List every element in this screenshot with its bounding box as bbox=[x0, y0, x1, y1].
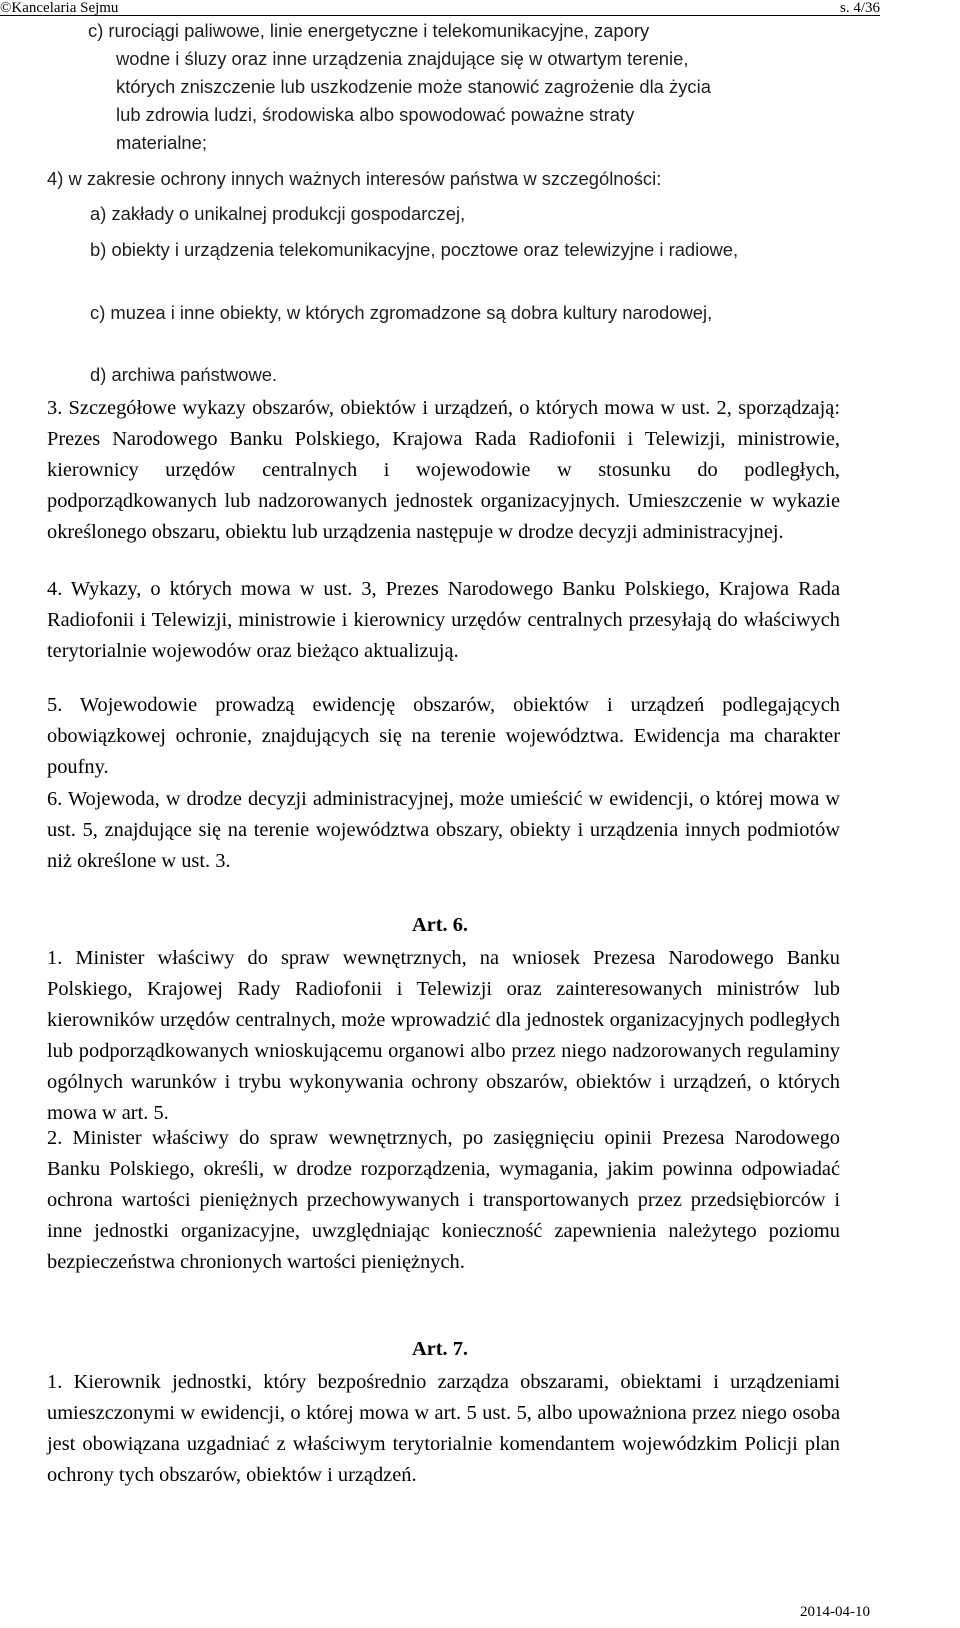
item-b: b) obiekty i urządzenia telekomunikacyjne, pocztowe oraz telewizyjne i radiowe, bbox=[90, 239, 739, 260]
copyright-label: ©Kancelaria Sejmu bbox=[0, 0, 119, 16]
page-number: s. 4/36 bbox=[839, 0, 880, 16]
section-4: 4. Wykazy, o których mowa w ust. 3, Prezes Narodowego Banku Polskiego, Krajowa Rada Radiofonii i Telewizji, ministrowie i kierownicy urzędów centralnych przesyłają do właściwych terytorialnie wojewodów oraz bieżąco aktualizują. bbox=[47, 578, 840, 662]
section-3: 3. Szczegółowe wykazy obszarów, obiektów i urządzeń, o których mowa w ust. 2, sporządzają: Prezes Narodowego Banku Polskiego, Krajowa Rada Radiofonii i Telewizji, ministrowie, kierownicy urzędów centralnych i wojewodowie w stosunku do podległych, podporządkowanych lub nadzorowanych jednostek organizacyjnych. Umieszczenie w wykazie określonego obszaru, obiektu lub urządzenia następuje w drodze decyzji administracyjnej. bbox=[47, 397, 840, 543]
item-c-line: których zniszczenie lub uszkodzenie może stanowić zagrożenie dla życia bbox=[116, 76, 711, 97]
article-7-title: Art. 7. bbox=[411, 1338, 469, 1360]
item-c-infrastructure bbox=[88, 17, 848, 157]
item-c-line: c) rurociągi paliwowe, linie energetyczne i telekomunikacyjne, zapory bbox=[88, 20, 650, 41]
section-6: 6. Wojewoda, w drodze decyzji administracyjnej, może umieścić w ewidencji, o której mowa w ust. 5, znajdujące się na terenie województwa obszary, obiekty i urządzenia innych podmiotów niż określone w ust. 3. bbox=[47, 788, 840, 872]
section-5: 5. Wojewodowie prowadzą ewidencję obszarów, obiektów i urządzeń podlegających obowiązkowej ochronie, znajdujących się na terenie województwa. Ewidencja ma charakter poufny. bbox=[47, 694, 840, 778]
item-c-line: materialne; bbox=[116, 132, 207, 153]
item-c-museums: c) muzea i inne obiekty, w których zgromadzone są dobra kultury narodowej, bbox=[90, 302, 713, 323]
item-c-line: lub zdrowia ludzi, środowiska albo spowodować poważne straty bbox=[116, 104, 635, 125]
article-6-paragraph-1: 1. Minister właściwy do spraw wewnętrznych, na wniosek Prezesa Narodowego Banku Polskiego, Krajowej Rady Radiofonii i Telewizji oraz zainteresowanych ministrów lub kierowników urzędów centralnych, może wprowadzić dla jednostek organizacyjnych podległych lub podporządkowanych wnioskującemu organowi albo przez niego nadzorowanych regulaminy ogólnych warunków i trybu wykonywania ochrony obszarów, obiektów i urządzeń, o których mowa w art. 5. bbox=[47, 947, 840, 1124]
point-4: 4) w zakresie ochrony innych ważnych interesów państwa w szczególności: bbox=[47, 168, 662, 189]
article-7-paragraph-1: 1. Kierownik jednostki, który bezpośrednio zarządza obszarami, obiektami i urządzeniami umieszczonymi w ewidencji, o której mowa w art. 5 ust. 5, albo upoważniona przez niego osoba jest obowiązana uzgadniać z właściwym terytorialnie komendantem wojewódzkim Policji plan ochrony tych obszarów, obiektów i urządzeń. bbox=[47, 1371, 840, 1486]
document-date: 2014-04-10 bbox=[800, 1604, 870, 1620]
header-divider bbox=[0, 15, 880, 16]
item-a: a) zakłady o unikalnej produkcji gospodarczej, bbox=[90, 203, 466, 224]
article-6-title: Art. 6. bbox=[411, 914, 469, 936]
item-c-line: wodne i śluzy oraz inne urządzenia znajdujące się w otwartym terenie, bbox=[116, 48, 689, 69]
article-6-paragraph-2: 2. Minister właściwy do spraw wewnętrznych, po zasięgnięciu opinii Prezesa Narodowego Banku Polskiego, określi, w drodze rozporządzenia, wymagania, jakim powinna odpowiadać ochrona wartości pieniężnych przechowywanych i transportowanych przez przedsiębiorców i inne jednostki organizacyjne, uwzględniając konieczność zapewnienia należytego poziomu bezpieczeństwa chronionych wartości pieniężnych. bbox=[47, 1127, 840, 1273]
item-d: d) archiwa państwowe. bbox=[90, 364, 278, 385]
